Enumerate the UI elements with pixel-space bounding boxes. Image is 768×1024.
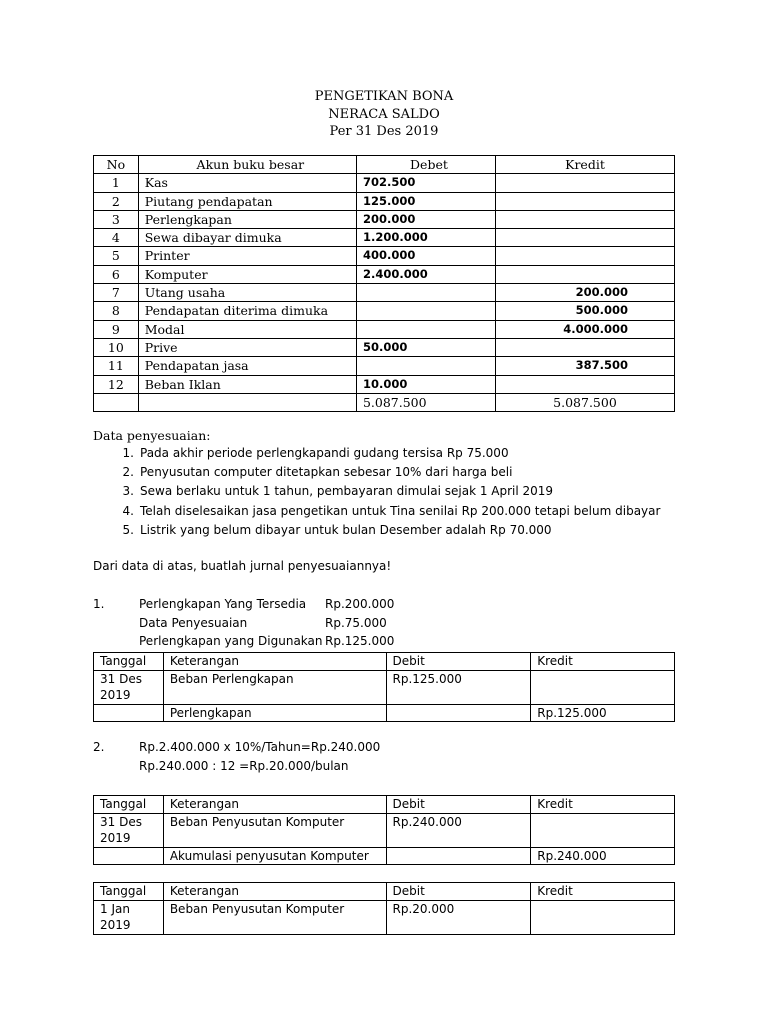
entry-debit: Rp.240.000 (386, 813, 531, 847)
table-row (94, 375, 675, 393)
entry-credit (531, 900, 675, 934)
debit-amount (356, 357, 495, 375)
credit-amount (495, 265, 674, 283)
row-number: 9 (94, 320, 139, 338)
list-item-number: 2. (122, 465, 134, 480)
debit-amount: 10.000 (356, 375, 495, 393)
entry-description: Beban Penyusutan Komputer (163, 900, 386, 934)
calc-value: Rp.75.000 (325, 615, 387, 630)
table-row (94, 900, 675, 934)
account-name: Perlengkapan (138, 210, 356, 228)
totals-no-cell (94, 393, 139, 411)
credit-amount: 4.000.000 (495, 320, 674, 338)
account-name: Komputer (138, 265, 356, 283)
row-number: 5 (94, 247, 139, 265)
entry-date: 31 Des 2019 (94, 670, 164, 704)
totals-row (94, 393, 675, 411)
report-title: NERACA SALDO (328, 106, 440, 122)
table-row (94, 704, 675, 722)
list-item-text: Sewa berlaku untuk 1 tahun, pembayaran dimulai sejak 1 April 2019 (140, 484, 554, 499)
entry-date (94, 704, 164, 722)
account-name: Pendapatan jasa (138, 357, 356, 375)
row-number: 2 (94, 192, 139, 210)
column-header-description: Keterangan (163, 653, 386, 671)
list-item-number: 3. (122, 484, 134, 499)
table-row (94, 302, 675, 320)
entry-credit: Rp.240.000 (531, 847, 675, 865)
debit-amount: 1.200.000 (356, 229, 495, 247)
account-name: Prive (138, 338, 356, 356)
table-row (94, 847, 675, 865)
entry-debit: Rp.20.000 (386, 900, 531, 934)
document-header (0, 88, 768, 141)
table-row (94, 670, 675, 704)
debit-amount: 125.000 (356, 192, 495, 210)
column-header-debit: Debit (386, 883, 531, 901)
calc-line (139, 632, 394, 651)
row-number: 12 (94, 375, 139, 393)
entry-credit (531, 670, 675, 704)
entry-description: Beban Perlengkapan (163, 670, 386, 704)
table-row (94, 813, 675, 847)
list-item-text: Telah diselesaikan jasa pengetikan untuk Tina senilai Rp 200.000 tetapi belum dibayar (140, 503, 661, 518)
entry-credit: Rp.125.000 (531, 704, 675, 722)
account-name: Beban Iklan (138, 375, 356, 393)
table-row (94, 192, 675, 210)
column-header-description: Keterangan (163, 883, 386, 901)
debit-amount (356, 302, 495, 320)
table-header-row (94, 796, 675, 814)
entry-credit (531, 813, 675, 847)
column-header-credit: Kredit (531, 796, 675, 814)
table-row (94, 338, 675, 356)
column-header-credit: Kredit (531, 653, 675, 671)
debit-amount (356, 284, 495, 302)
account-name: Printer (138, 247, 356, 265)
list-item-number: 1. (122, 446, 134, 460)
trial-balance-table (93, 155, 675, 412)
answer-2-line-2: Rp.240.000 : 12 =Rp.20.000/bulan (139, 759, 349, 773)
credit-amount (495, 375, 674, 393)
table-header-row (94, 156, 675, 174)
table-row (94, 265, 675, 283)
credit-amount: 387.500 (495, 357, 674, 375)
list-item-text: Listrik yang belum dibayar untuk bulan Desember adalah Rp 70.000 (140, 522, 552, 537)
row-number: 8 (94, 302, 139, 320)
column-header-date: Tanggal (94, 883, 164, 901)
column-header-description: Keterangan (163, 796, 386, 814)
list-item (93, 463, 660, 482)
credit-amount: 200.000 (495, 284, 674, 302)
table-row (94, 229, 675, 247)
entry-date (94, 847, 164, 865)
table-row (94, 247, 675, 265)
entry-date: 1 Jan 2019 (94, 900, 164, 934)
journal-table-1 (93, 652, 675, 722)
column-header-credit: Kredit (531, 883, 675, 901)
answer-2-line-1: Rp.2.400.000 x 10%/Tahun=Rp.240.000 (139, 740, 381, 754)
report-period: Per 31 Des 2019 (329, 124, 439, 139)
credit-amount (495, 210, 674, 228)
calc-value: Rp.125.000 (325, 634, 395, 648)
calc-label: Data Penyesuaian (139, 615, 248, 630)
list-item-number: 4. (122, 503, 134, 518)
row-number: 1 (94, 174, 139, 192)
total-credit: 5.087.500 (495, 393, 674, 411)
column-header-debit: Debet (356, 156, 495, 174)
row-number: 3 (94, 210, 139, 228)
journal-table-3 (93, 882, 675, 935)
debit-amount: 200.000 (356, 210, 495, 228)
credit-amount (495, 174, 674, 192)
entry-description: Perlengkapan (163, 704, 386, 722)
row-number: 4 (94, 229, 139, 247)
column-header-credit: Kredit (495, 156, 674, 174)
account-name: Utang usaha (138, 284, 356, 302)
credit-amount (495, 229, 674, 247)
column-header-no: No (94, 156, 139, 174)
totals-account-cell (138, 393, 356, 411)
entry-debit: Rp.125.000 (386, 670, 531, 704)
table-header-row (94, 883, 675, 901)
entry-description: Beban Penyusutan Komputer (163, 813, 386, 847)
calc-label: Perlengkapan Yang Tersedia (139, 597, 307, 611)
list-item (93, 482, 660, 501)
instruction-text: Dari data di atas, buatlah jurnal penyesuaiannya! (93, 559, 392, 573)
debit-amount: 50.000 (356, 338, 495, 356)
credit-amount (495, 338, 674, 356)
table-row (94, 320, 675, 338)
table-header-row (94, 653, 675, 671)
answer-1-number: 1. (93, 597, 105, 611)
adjustments-list (93, 444, 660, 540)
table-row (94, 284, 675, 302)
credit-amount (495, 192, 674, 210)
account-name: Kas (138, 174, 356, 192)
account-name: Piutang pendapatan (138, 192, 356, 210)
entry-debit (386, 847, 531, 865)
debit-amount: 400.000 (356, 247, 495, 265)
row-number: 6 (94, 265, 139, 283)
row-number: 7 (94, 284, 139, 302)
total-debit: 5.087.500 (356, 393, 495, 411)
list-item (93, 502, 660, 521)
answer-2-number: 2. (93, 740, 105, 754)
table-row (94, 210, 675, 228)
adjustments-heading: Data penyesuaian: (93, 428, 211, 443)
entry-description: Akumulasi penyusutan Komputer (163, 847, 386, 865)
table-row (94, 174, 675, 192)
credit-amount: 500.000 (495, 302, 674, 320)
list-item (93, 444, 660, 463)
column-header-account: Akun buku besar (138, 156, 356, 174)
list-item (93, 521, 660, 540)
journal-table-2 (93, 795, 675, 865)
row-number: 10 (94, 338, 139, 356)
calc-value: Rp.200.000 (325, 597, 395, 611)
column-header-date: Tanggal (94, 653, 164, 671)
account-name: Pendapatan diterima dimuka (138, 302, 356, 320)
list-item-text: Pada akhir periode perlengkapandi gudang tersisa Rp 75.000 (140, 446, 509, 460)
debit-amount (356, 320, 495, 338)
column-header-debit: Debit (386, 796, 531, 814)
debit-amount: 702.500 (356, 174, 495, 192)
debit-amount: 2.400.000 (356, 265, 495, 283)
entry-debit (386, 704, 531, 722)
calc-line (139, 595, 394, 614)
answer-1-calculation (139, 595, 394, 651)
credit-amount (495, 247, 674, 265)
column-header-date: Tanggal (94, 796, 164, 814)
account-name: Sewa dibayar dimuka (138, 229, 356, 247)
calc-line (139, 614, 394, 633)
row-number: 11 (94, 357, 139, 375)
entry-date: 31 Des 2019 (94, 813, 164, 847)
calc-label: Perlengkapan yang Digunakan (139, 634, 323, 648)
company-name: PENGETIKAN BONA (314, 89, 454, 104)
account-name: Modal (138, 320, 356, 338)
table-row (94, 357, 675, 375)
column-header-debit: Debit (386, 653, 531, 671)
list-item-text: Penyusutan computer ditetapkan sebesar 10% dari harga beli (140, 465, 513, 480)
list-item-number: 5. (122, 522, 134, 537)
